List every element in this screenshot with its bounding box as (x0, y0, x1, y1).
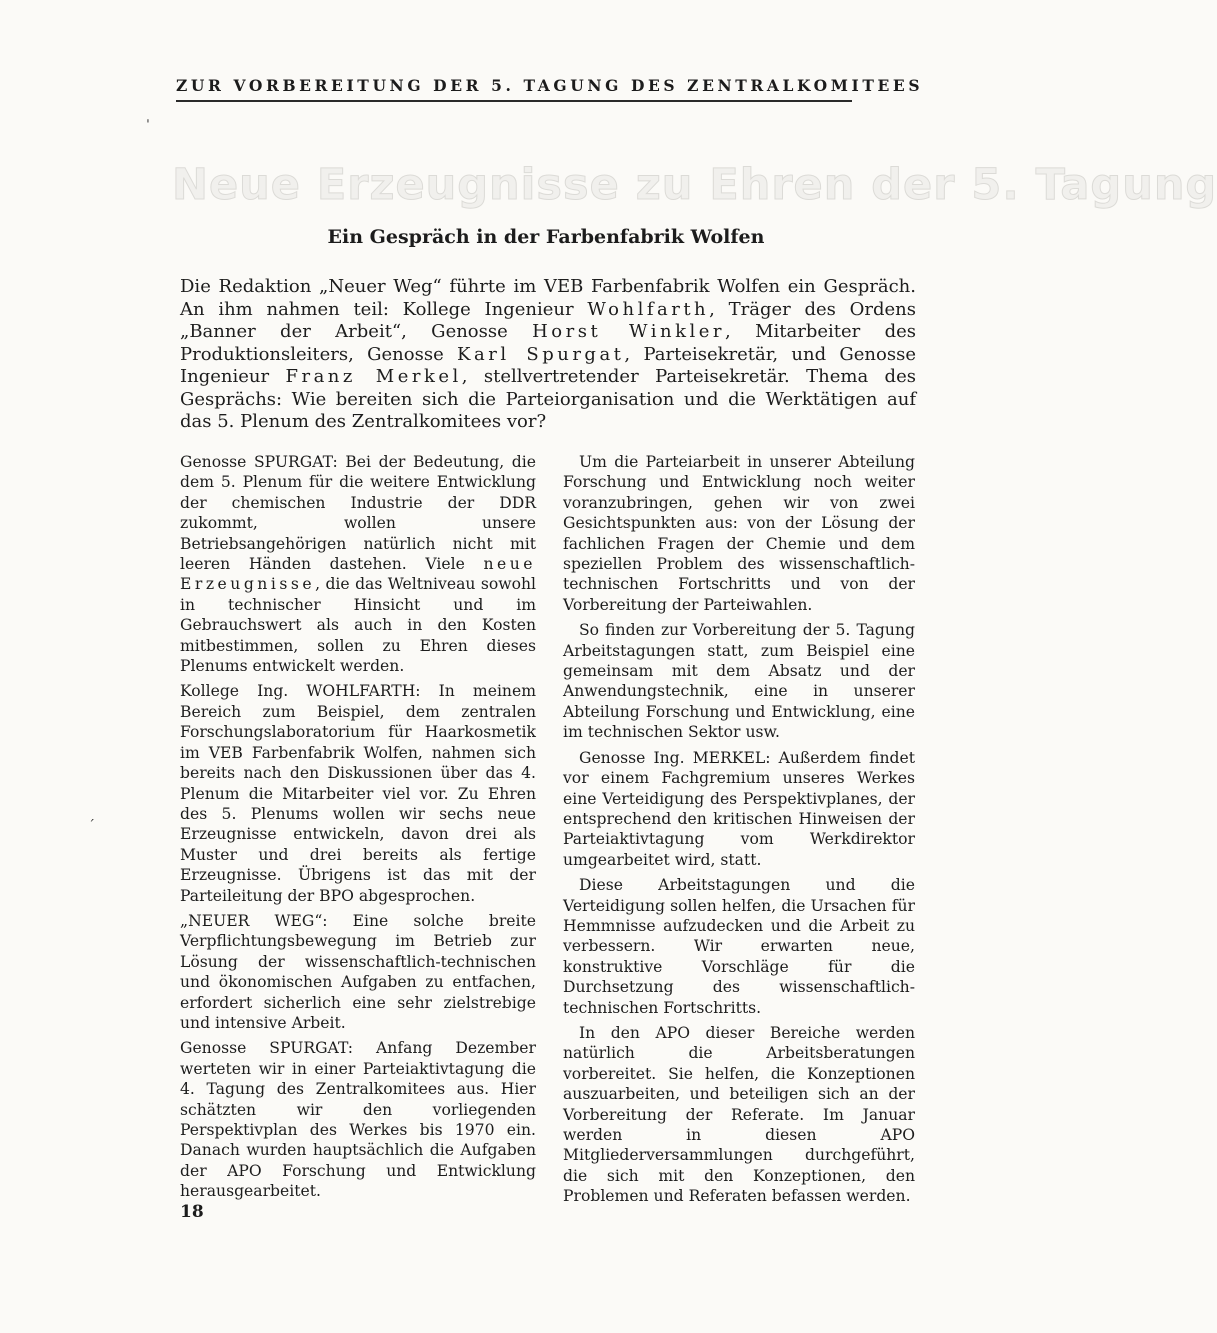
margin-mark: ˈ (146, 118, 150, 134)
intro-text: , Mitarbeiter des Produktionsleiters, Genosse (180, 321, 916, 365)
page-number: 18 (180, 1202, 204, 1222)
paragraph-text: Genosse SPURGAT: Bei der Bedeutung, die dem 5. Plenum für die weitere Entwicklung der chemischen Industrie der DDR zukommt, wollen unsere Betriebsangehörigen natürlich nicht mit leeren Händen dastehen. Viele (180, 453, 536, 574)
person-name-winkler: Horst Winkler (532, 321, 726, 342)
intro-text: , stellvertretender Parteisekretär. Thema des Gesprächs: Wie bereiten sich die Parteiorganisation und die Werktätigen auf das 5. Plenum des Zentralkomitees vor? (180, 366, 916, 432)
left-column (180, 452, 536, 1207)
faded-headline: Neue Erzeugnisse zu Ehren der 5. Tagung (172, 160, 1217, 210)
person-name-spurgat: Karl Spurgat (457, 343, 625, 365)
person-name-wohlfarth: Wohlfarth (587, 298, 710, 320)
paragraph: „NEUER WEG“: Eine solche breite Verpflichtungsbewegung im Betrieb zur Lösung der wissenschaftlich-technischen und ökonomischen Aufgaben zu entfachen, erfordert sicherlich eine sehr zielstrebige und intensive Arbeit. (180, 911, 536, 1032)
intro-text: , Parteisekretär, und Genosse Ingenieur (180, 343, 916, 387)
paragraph: Genosse Ing. MERKEL: Außerdem findet vor einem Fachgremium unseres Werkes eine Verteidigung des Perspektivplanes, der entsprechend den kritischen Hinweisen der Parteiaktivtagung vom Werkdirektor umgearbeitet wird, statt. (563, 748, 915, 869)
paragraph: In den APO dieser Bereiche werden natürlich die Arbeitsberatungen vorbereitet. Sie helfen, die Konzeptionen auszuarbeiten, und beteiligen sich an der Vorbereitung der Referate. Im Januar werden in diesen APO Mitgliederversammlungen durchgeführt, die sich mit den Konzeptionen, den Problemen und Referaten befassen werden. (563, 1023, 915, 1206)
article-subtitle: Ein Gespräch in der Farbenfabrik Wolfen (327, 226, 765, 248)
paragraph-text: , die das Weltniveau sowohl in technischer Hinsicht und im Gebrauchswert als auch in den Kosten mitbestimmen, sollen zu Ehren dieses Plenums entwickelt werden. (180, 575, 536, 676)
paragraph: Diese Arbeitstagungen und die Verteidigung sollen helfen, die Ursachen für Hemmnisse aufzudecken und die Arbeit zu verbessern. Wir erwarten neue, konstruktive Vorschläge für die Durchsetzung des wissenschaftlich-technischen Fortschritts. (563, 876, 915, 1017)
intro-paragraph (180, 276, 916, 434)
intro-text: Die Redaktion „Neuer Weg“ führte im VEB Farbenfabrik Wolfen ein Gespräch. An ihm nahmen teil: Kollege Ingenieur (180, 276, 916, 320)
paragraph: So finden zur Vorbereitung der 5. Tagung Arbeitstagungen statt, zum Beispiel eine gemeinsam mit dem Absatz und der Anwendungstechnik, eine in unserer Abteilung Forschung und Entwicklung, eine im technischen Sektor usw. (563, 621, 915, 742)
running-header: ZUR VORBEREITUNG DER 5. TAGUNG DES ZENTRALKOMITEES (176, 76, 924, 95)
paragraph: Genosse SPURGAT: Anfang Dezember werteten wir in einer Parteiaktivtagung die 4. Tagung des Zentralkomitees aus. Hier schätzten wir den vorliegenden Perspektivplan des Werkes bis 1970 ein. Danach wurden hauptsächlich die Aufgaben der APO Forschung und Entwicklung herausgearbeitet. (180, 1039, 536, 1201)
intro-text: , Träger des Ordens „Banner der Arbeit“, Genosse (180, 298, 916, 342)
margin-mark: ˊ (88, 818, 95, 834)
right-column (563, 452, 915, 1212)
paragraph: Um die Parteiarbeit in unserer Abteilung Forschung und Entwicklung noch weiter voranzubringen, gehen wir von zwei Gesichtspunkten aus: von der Lösung der fachlichen Fragen der Chemie und dem speziellen Problem des wissenschaftlich-technischen Fortschritts und von der Vorbereitung der Parteiwahlen. (563, 453, 915, 614)
paragraph: Kollege Ing. WOHLFARTH: In meinem Bereich zum Beispiel, dem zentralen Forschungslaboratorium für Haarkosmetik im VEB Farbenfabrik Wolfen, nahmen sich bereits nach den Diskussionen über das 4. Plenum die Mitarbeiter viel vor. Zu Ehren des 5. Plenums wollen wir sechs neue Erzeugnisse entwickeln, davon drei als Muster und drei bereits als fertige Erzeugnisse. Übrigens ist das mit der Parteileitung der BPO abgesprochen. (180, 682, 536, 905)
person-name-merkel: Franz Merkel (285, 366, 462, 387)
spaced-emphasis: neue Erzeugnisse (180, 555, 536, 594)
paragraph (180, 452, 536, 676)
header-rule (176, 100, 852, 102)
